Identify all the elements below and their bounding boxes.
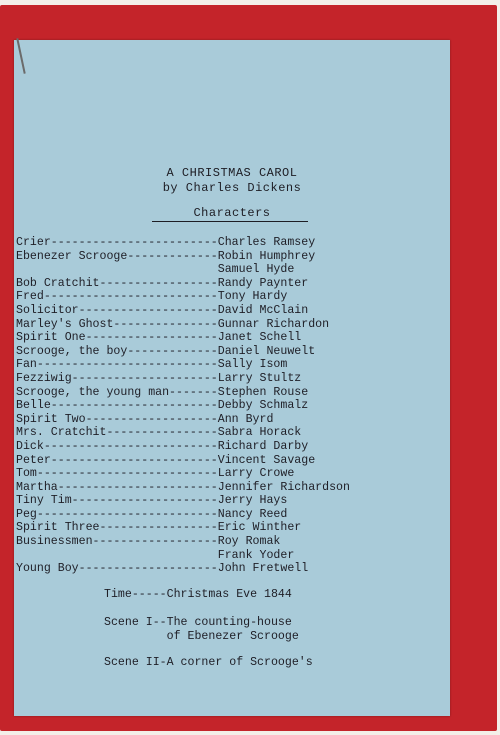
cast-line: Spirit One-------------------Janet Schell [16, 331, 302, 345]
scene-one-line: Scene I--The counting-house [104, 616, 292, 629]
cast-list [16, 236, 436, 576]
cast-line: Spirit Three-----------------Eric Winther [16, 521, 302, 535]
cast-line: Young Boy--------------------John Fretwell [16, 562, 309, 576]
title-underline [152, 221, 308, 222]
cast-line: Scrooge, the boy-------------Daniel Neuwelt [16, 344, 316, 358]
cast-line: Tiny Tim---------------------Jerry Hays [16, 494, 288, 508]
cast-line: Belle------------------------Debby Schmalz [16, 399, 309, 413]
cast-line: Fan--------------------------Sally Isom [16, 358, 288, 372]
cast-line: Peter------------------------Vincent Savage [16, 453, 316, 467]
cast-line: Dick-------------------------Richard Darby [16, 439, 309, 453]
cast-line: Scrooge, the young man-------Stephen Rouse [16, 385, 309, 399]
time-line: Time-----Christmas Eve 1844 [104, 588, 292, 601]
scene-two-line: Scene II-A corner of Scrooge's [104, 656, 313, 669]
program-page [14, 40, 450, 716]
cast-line: Bob Cratchit-----------------Randy Paynter [16, 276, 309, 290]
cast-line: Mrs. Cratchit----------------Sabra Horack [16, 426, 302, 440]
play-title: A CHRISTMAS CAROL [166, 166, 298, 180]
cast-line: Samuel Hyde [16, 263, 295, 277]
cast-line: Spirit Two-------------------Ann Byrd [16, 412, 274, 426]
cast-line: Marley's Ghost---------------Gunnar Richardon [16, 317, 330, 331]
cast-line: Businessmen------------------Roy Romak [16, 535, 281, 549]
cast-line: Fezziwig---------------------Larry Stultz [16, 371, 302, 385]
cast-line: Ebenezer Scrooge-------------Robin Humphrey [16, 249, 316, 263]
cast-line: Crier------------------------Charles Ramsey [16, 236, 316, 249]
cast-line: Martha-----------------------Jennifer Richardson [16, 480, 350, 494]
cast-line: Frank Yoder [16, 548, 295, 562]
play-author: by Charles Dickens [162, 181, 302, 195]
cast-line: Tom--------------------------Larry Crowe [16, 467, 295, 481]
cast-line: Fred-------------------------Tony Hardy [16, 290, 288, 304]
cast-line: Solicitor--------------------David McClain [16, 303, 309, 317]
characters-heading: Characters [193, 206, 271, 220]
scene-one-continuation: of Ebenezer Scrooge [104, 630, 299, 643]
cast-line: Peg--------------------------Nancy Reed [16, 507, 288, 521]
